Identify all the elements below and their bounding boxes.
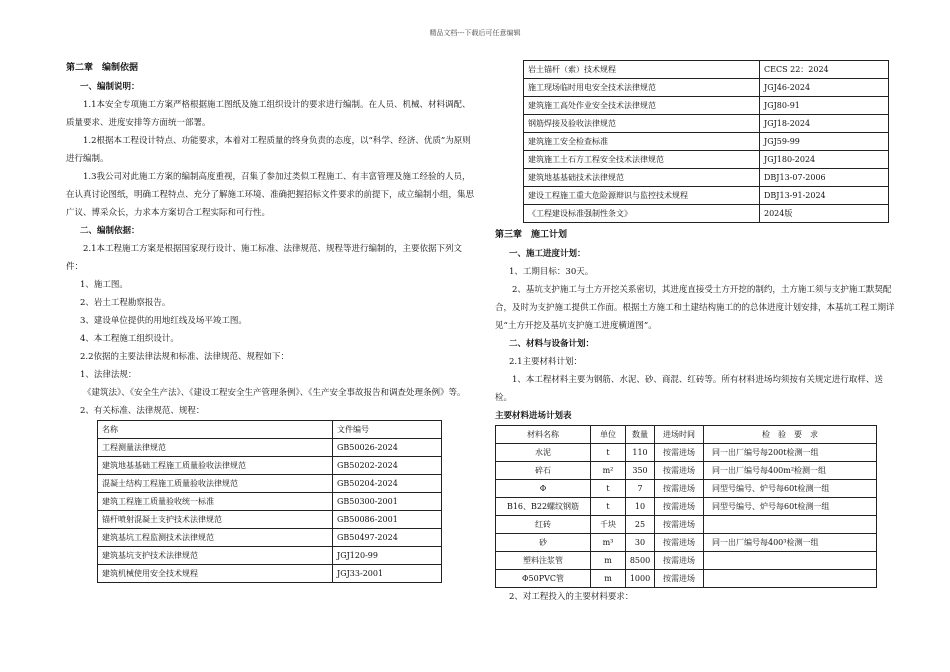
section-materials-title: 二、材料与设备计划： xyxy=(509,339,595,349)
table-cell: t xyxy=(591,480,626,498)
paragraph-2-2: 2.2依据的主要法律法规和标准、法律规范、规程如下： xyxy=(80,352,290,362)
table-row xyxy=(98,439,442,457)
paragraph-material-requirements: 2、对工程投入的主要材料要求： xyxy=(509,592,634,602)
table-cell: 同一出厂编号每200t检测一组 xyxy=(704,444,877,462)
table-row xyxy=(496,480,877,498)
header-note: 精品文档---下载后可任意编辑 xyxy=(429,29,521,37)
laws-text: 《建筑法》、《安全生产法》、《建设工程安全生产管理条例》、《生产安全事故报告和调查处理条例》等。 xyxy=(83,388,466,398)
table-cell: CECS 22：2024 xyxy=(760,61,889,79)
table-cell: 建筑地基基础技术法律规范 xyxy=(524,169,760,187)
table-cell: 建筑工程施工质量验收统一标准 xyxy=(98,493,333,511)
table-row xyxy=(98,457,442,475)
list-item: 1、施工图。 xyxy=(80,280,128,290)
table-cell: 同一出厂编号每400m²检测一组 xyxy=(704,462,877,480)
right-column xyxy=(495,60,895,606)
table-cell: 混凝土结构工程施工质量验收法律规范 xyxy=(98,475,333,493)
table-cell: m² xyxy=(591,462,626,480)
table-cell: GB50202-2024 xyxy=(333,457,442,475)
table-cell: 建筑施工土石方工程安全技术法律规范 xyxy=(524,151,760,169)
table-row xyxy=(524,79,889,97)
table-header-cell: 单位 xyxy=(591,426,626,444)
table-cell: GB50026-2024 xyxy=(333,439,442,457)
table-cell: 建筑地基基础工程施工质量验收法律规范 xyxy=(98,457,333,475)
table-cell: 红砖 xyxy=(496,516,591,534)
left-column xyxy=(66,58,474,583)
table-row xyxy=(496,444,877,462)
laws-title: 1、法律法规： xyxy=(80,370,137,380)
table-cell: 110 xyxy=(626,444,655,462)
table-row xyxy=(496,534,877,552)
table-row xyxy=(524,169,889,187)
table-row xyxy=(524,115,889,133)
table-row xyxy=(524,97,889,115)
table-cell: B16、B22螺纹钢筋 xyxy=(496,498,591,516)
table-cell: m³ xyxy=(591,534,626,552)
table-cell: 1000 xyxy=(626,570,655,588)
table-cell: 建设工程施工重大危险源辩识与监控技术规程 xyxy=(524,187,760,205)
table-cell: 8500 xyxy=(626,552,655,570)
table-cell: 《工程建设标准强制性条文》 xyxy=(524,205,760,223)
list-item: 4、本工程施工组织设计。 xyxy=(80,334,179,344)
table-cell: 按需进场 xyxy=(655,534,704,552)
table-cell: 同型号编号、炉号每60t检测一组 xyxy=(704,498,877,516)
table-cell xyxy=(704,552,877,570)
table-row xyxy=(496,498,877,516)
table-cell: GB50086-2001 xyxy=(333,511,442,529)
table-row xyxy=(98,565,442,583)
table-row xyxy=(524,133,889,151)
table-cell: GB50497-2024 xyxy=(333,529,442,547)
table-row xyxy=(524,187,889,205)
paragraph-2-1: 2.1本工程施工方案是根据国家现行设计、施工标准、法律规范、规程等进行编制的，主要依据下列文件： xyxy=(66,244,463,272)
table-header-cell: 数量 xyxy=(626,426,655,444)
table-cell: t xyxy=(591,498,626,516)
table-cell: JGJ80-91 xyxy=(760,97,889,115)
table-cell: JGJ18-2024 xyxy=(760,115,889,133)
table-cell: DBJ13-07-2006 xyxy=(760,169,889,187)
paragraph-materials-main: 1、本工程材料主要为钢筋、水泥、砂、商混、红砖等。所有材料进场均须按有关规定进行取样、送检。 xyxy=(495,375,883,403)
table-cell: 按需进场 xyxy=(655,552,704,570)
table-cell: 建筑基坑工程监测技术法律规范 xyxy=(98,529,333,547)
table-cell: DBJ13-91-2024 xyxy=(760,187,889,205)
table-row xyxy=(496,570,877,588)
table-cell: 水泥 xyxy=(496,444,591,462)
table-cell xyxy=(704,516,877,534)
standards-title: 2、有关标准、法律规范、规程： xyxy=(80,406,205,416)
table-cell: 建筑基坑支护技术法律规范 xyxy=(98,547,333,565)
table-cell: 350 xyxy=(626,462,655,480)
table-cell: JGJ59-99 xyxy=(760,133,889,151)
table-cell: 建筑施工高处作业安全技术法律规范 xyxy=(524,97,760,115)
table-cell: 7 xyxy=(626,480,655,498)
table-cell: 建筑施工安全检查标准 xyxy=(524,133,760,151)
standards-table-continued xyxy=(523,60,889,223)
table-row xyxy=(524,61,889,79)
table-row xyxy=(496,552,877,570)
table-row xyxy=(98,547,442,565)
table-cell: m xyxy=(591,570,626,588)
table-row xyxy=(98,493,442,511)
table-header-row xyxy=(98,421,442,439)
table-header-row xyxy=(496,426,877,444)
table-cell: 钢筋焊接及验收法律规范 xyxy=(524,115,760,133)
standards-table xyxy=(97,420,442,583)
table-cell: 塑料注浆管 xyxy=(496,552,591,570)
chapter-3-title: 第三章 施工计划 xyxy=(495,230,568,240)
table-cell: 施工现场临时用电安全技术法律规范 xyxy=(524,79,760,97)
table-row xyxy=(496,462,877,480)
chapter-2-title: 第二章 编制依据 xyxy=(66,63,139,73)
table-row xyxy=(524,205,889,223)
table-row xyxy=(524,151,889,169)
table-cell: t xyxy=(591,444,626,462)
table-cell: 碎石 xyxy=(496,462,591,480)
section-schedule-title: 一、施工进度计划： xyxy=(509,249,586,259)
table-cell: 按需进场 xyxy=(655,516,704,534)
section-compile-notes-title: 一、编制说明： xyxy=(80,82,140,92)
table-cell: 岩土锚杆（索）技术规程 xyxy=(524,61,760,79)
table-cell: 按需进场 xyxy=(655,570,704,588)
table-cell: 按需进场 xyxy=(655,498,704,516)
table-row xyxy=(98,529,442,547)
table-cell: GB50204-2024 xyxy=(333,475,442,493)
table-cell: JGJ33-2001 xyxy=(333,565,442,583)
table-cell: 砂 xyxy=(496,534,591,552)
list-item: 3、建设单位提供的用地红线及场平竣工图。 xyxy=(80,316,247,326)
table-cell: m xyxy=(591,552,626,570)
table-cell: 千块 xyxy=(591,516,626,534)
section-compile-basis-title: 二、编制依据： xyxy=(80,226,140,236)
table-header-cell: 进场时间 xyxy=(655,426,704,444)
paragraph-materials-plan: 2.1主要材料计划： xyxy=(509,357,583,367)
table-cell: 建筑机械使用安全技术规程 xyxy=(98,565,333,583)
table-row xyxy=(98,511,442,529)
table-cell: Φ xyxy=(496,480,591,498)
list-item: 2、岩土工程勘察报告。 xyxy=(80,298,171,308)
paragraph-schedule: 2、基坑支护施工与土方开挖关系密切，其进度直接受土方开挖的制约，土方施工须与支护施工默契配合，及时为支护施工提供工作面。根据土方施工和土建结构施工的的总体进度计划安排，本基坑工程工期详见“土方开挖及基坑支护施工进度横道图”。 xyxy=(495,285,895,331)
table-cell: 锚杆喷射混凝土支护技术法律规范 xyxy=(98,511,333,529)
paragraph-duration: 1、工期目标：30天。 xyxy=(509,267,594,277)
paragraph-1-1: 1.1本安全专项施工方案严格根据施工图纸及施工组织设计的要求进行编制。在人员、机械、材料调配、质量要求、进度安排等方面统一部署。 xyxy=(66,100,471,128)
table-cell: 按需进场 xyxy=(655,444,704,462)
paragraph-1-2: 1.2根据本工程设计特点、功能要求，本着对工程质量的终身负责的态度，以“科学、经济、优质”为原则进行编制。 xyxy=(66,136,471,164)
table-header-cell: 文件编号 xyxy=(333,421,442,439)
table-header-cell: 材料名称 xyxy=(496,426,591,444)
table-cell: GB50300-2001 xyxy=(333,493,442,511)
table-cell: Φ50PVC管 xyxy=(496,570,591,588)
table-header-cell: 检 验 要 求 xyxy=(704,426,877,444)
materials-table xyxy=(495,425,877,588)
table-row xyxy=(98,475,442,493)
table-header-cell: 名称 xyxy=(98,421,333,439)
table-cell: JGJ120-99 xyxy=(333,547,442,565)
materials-table-title: 主要材料进场计划表 xyxy=(495,411,572,421)
table-cell: 30 xyxy=(626,534,655,552)
table-cell xyxy=(704,570,877,588)
table-cell: 工程测量法律规范 xyxy=(98,439,333,457)
table-row xyxy=(496,516,877,534)
table-cell: JGJ180-2024 xyxy=(760,151,889,169)
table-cell: 同一出厂编号每400³检测一组 xyxy=(704,534,877,552)
table-cell: 2024版 xyxy=(760,205,889,223)
table-cell: 按需进场 xyxy=(655,462,704,480)
table-cell: JGJ46-2024 xyxy=(760,79,889,97)
table-cell: 25 xyxy=(626,516,655,534)
table-cell: 按需进场 xyxy=(655,480,704,498)
table-cell: 10 xyxy=(626,498,655,516)
table-cell: 同型号编号、炉号每60t检测一组 xyxy=(704,480,877,498)
paragraph-1-3: 1.3我公司对此施工方案的编制高度重视，召集了参加过类似工程施工、有丰富管理及施工经验的人员，在认真讨论图纸，明确工程特点、充分了解施工环境、准确把握招标文件要求的前提下，成立编制小组，集思广议、博采众长，力求本方案切合工程实际和可行性。 xyxy=(66,172,475,218)
